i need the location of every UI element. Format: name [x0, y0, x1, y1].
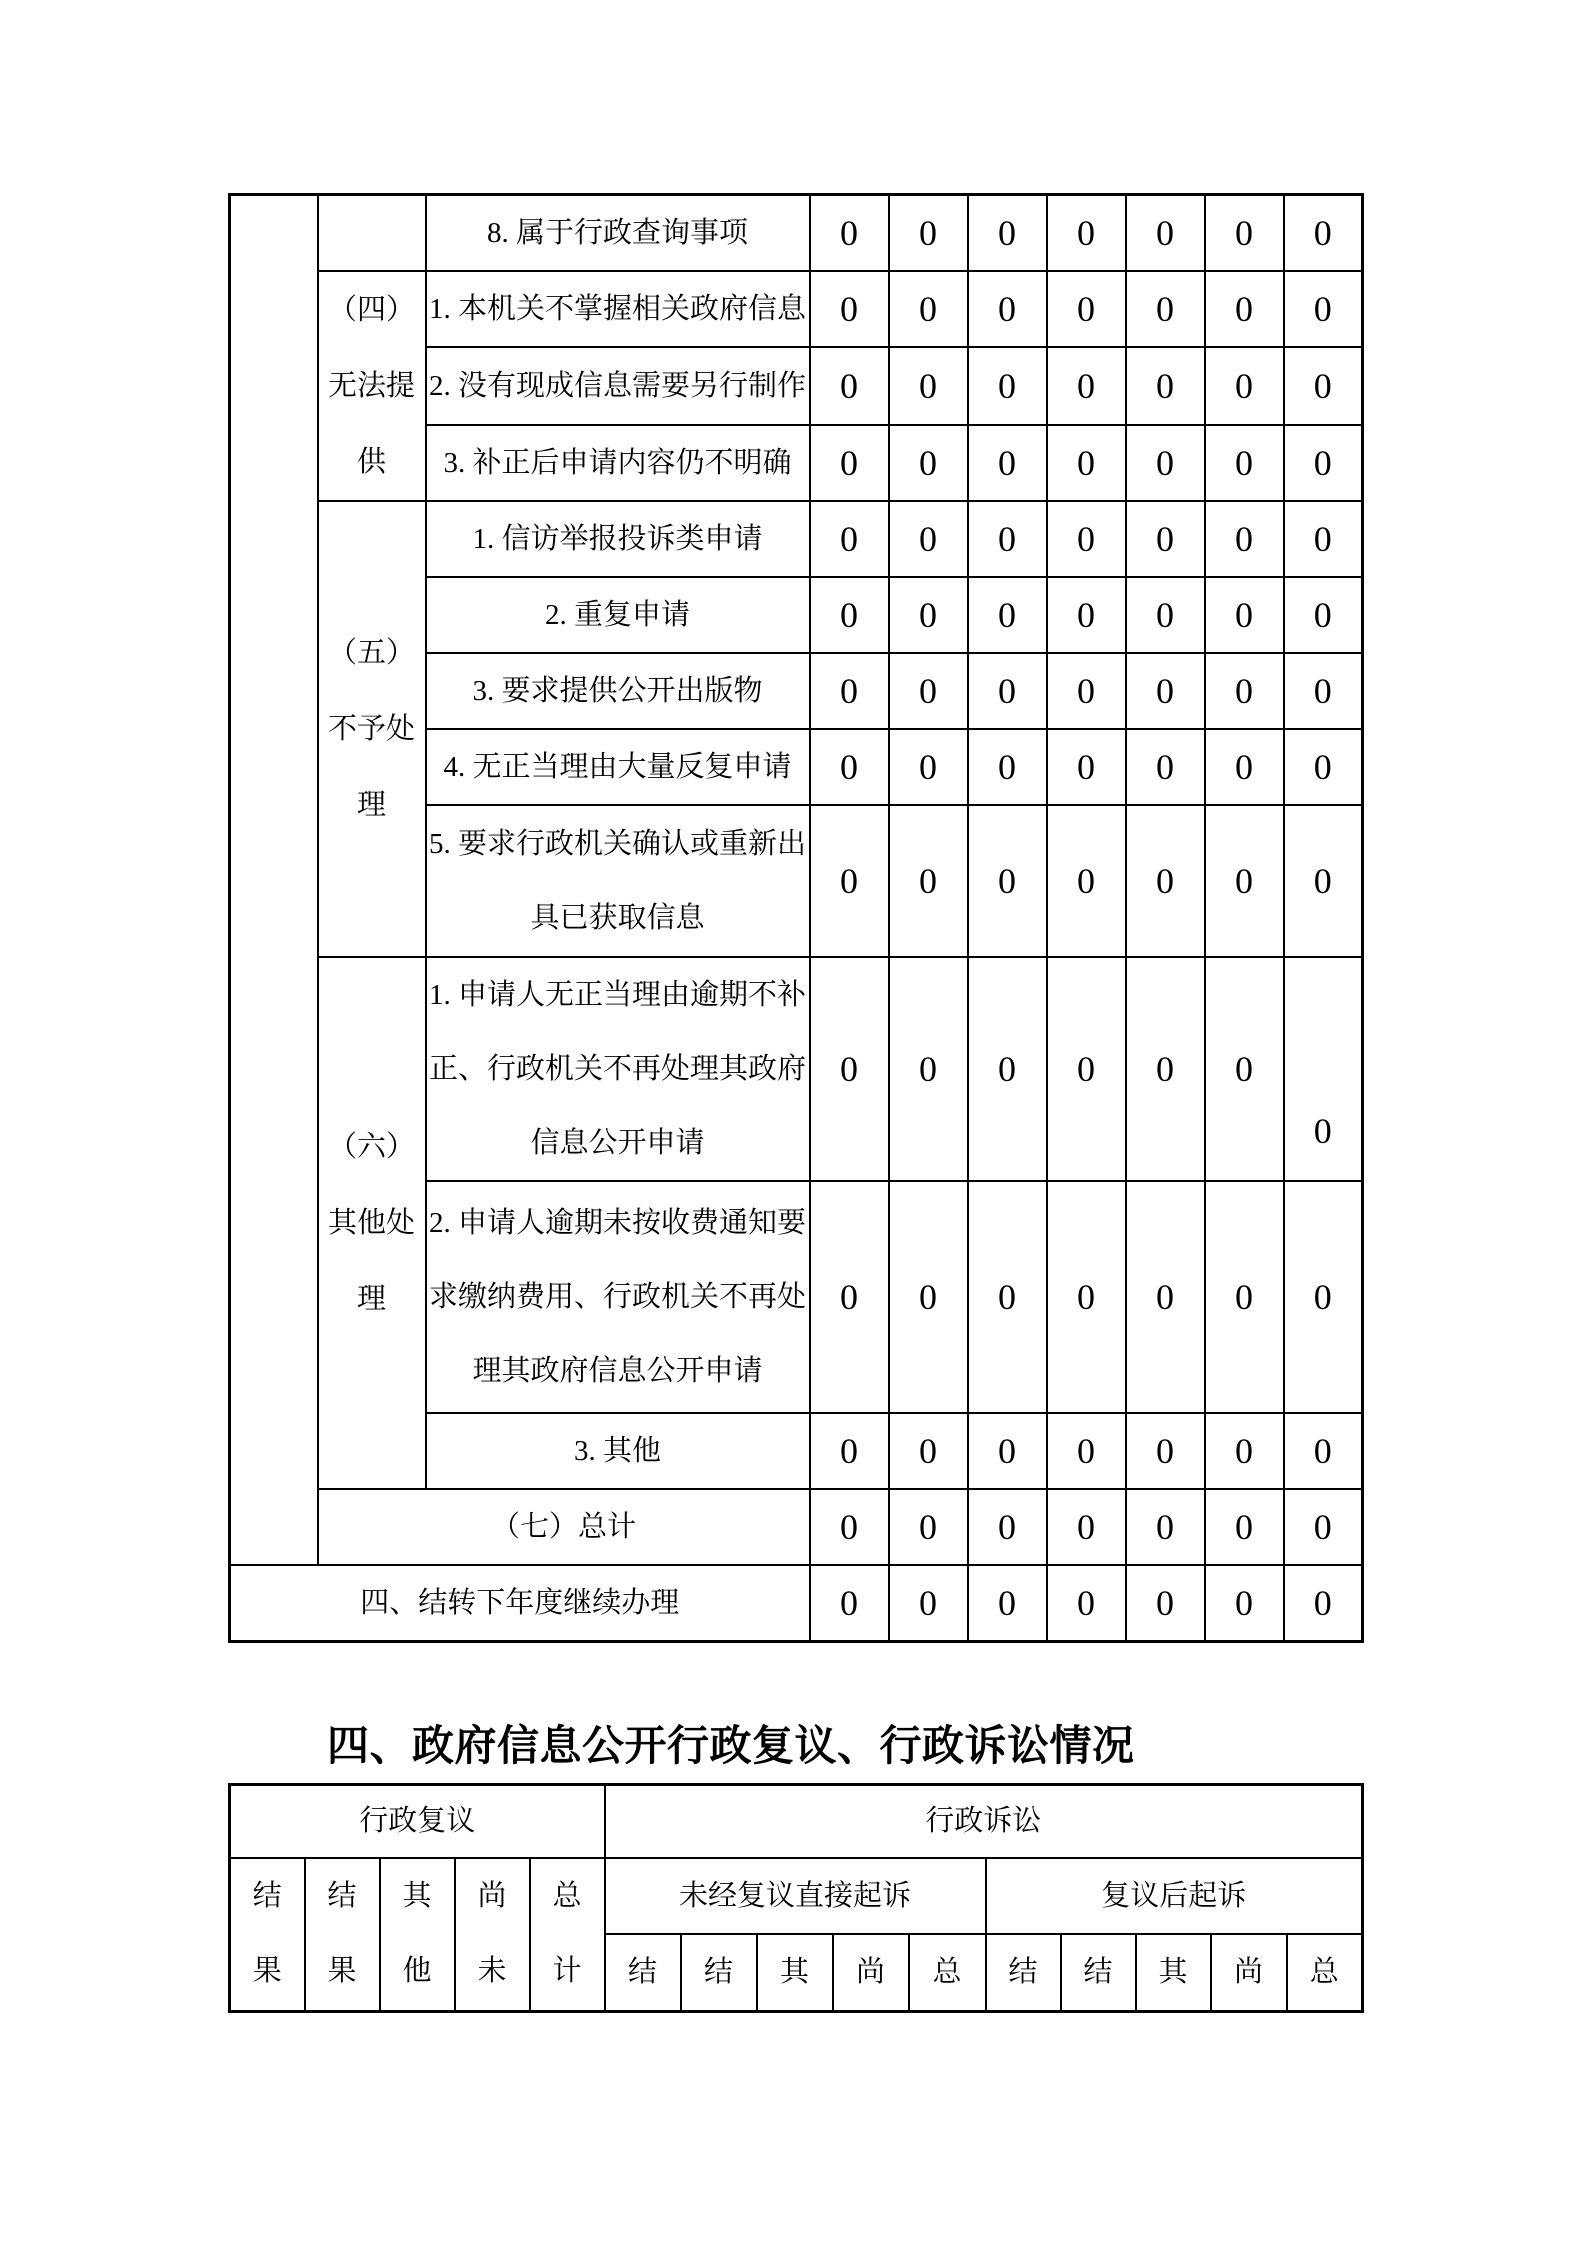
group-line: （四）	[327, 294, 415, 326]
value-cell: 0	[968, 1489, 1047, 1565]
value-cell: 0	[1205, 805, 1284, 957]
header-text: 未经复议直接起诉	[678, 1879, 911, 1912]
group-blank-cell	[318, 195, 426, 272]
value-cell: 0	[1284, 347, 1363, 424]
sub-col-header	[1061, 1934, 1136, 2012]
value-cell: 0	[1047, 1489, 1126, 1565]
value-cell: 0	[889, 501, 968, 577]
label-line: 1. 信访举报投诉类申请	[472, 523, 763, 555]
value-cell: 0	[810, 1489, 889, 1565]
value-cell: 0	[889, 1181, 968, 1413]
value-cell: 0	[810, 1181, 889, 1413]
value-cell: 0	[1284, 1413, 1363, 1489]
vertical-char: 计	[552, 1955, 582, 1987]
value-cell: 0	[968, 425, 1047, 501]
label-line: 具已获取信息	[530, 902, 705, 934]
label-line: 2. 没有现成信息需要另行制作	[428, 369, 806, 402]
value-cell: 0	[889, 195, 968, 272]
value-cell: 0	[1126, 501, 1205, 577]
vertical-char: 他	[402, 1955, 432, 1987]
group-line: 理	[356, 789, 386, 821]
value-cell: 0	[1284, 271, 1363, 347]
vertical-char: 其	[779, 1955, 809, 1988]
litigation-header-cell	[605, 1785, 1363, 1858]
label-line: 3. 其他	[573, 1435, 661, 1467]
table-row	[230, 1565, 1363, 1642]
value-cell: 0	[1205, 425, 1284, 501]
value-cell: 0	[1126, 195, 1205, 272]
value-cell: 0	[1284, 1181, 1363, 1413]
review-litigation-table	[228, 1783, 1364, 2013]
vertical-char: 尚	[1233, 1955, 1263, 1988]
group-not-processed	[318, 501, 426, 957]
vertical-char: 总	[552, 1880, 582, 1912]
value-cell: 0	[968, 1413, 1047, 1489]
vertical-char: 果	[252, 1955, 282, 1987]
group-line: 供	[356, 446, 386, 478]
value-cell: 0	[968, 1181, 1047, 1413]
value-cell: 0	[1047, 425, 1126, 501]
sub-col-header	[605, 1934, 681, 2012]
value-cell: 0	[1284, 805, 1363, 957]
vertical-char: 结	[1008, 1955, 1038, 1988]
value-cell: 0	[889, 1489, 968, 1565]
value-cell: 0	[968, 805, 1047, 957]
value-cell: 0	[1284, 577, 1363, 653]
vertical-char: 总	[932, 1955, 962, 1988]
value-cell: 0	[889, 425, 968, 501]
label-line: 正、行政机关不再处理其政府	[428, 1053, 806, 1085]
header-text: 行政复议	[359, 1805, 476, 1838]
label-line: 8. 属于行政查询事项	[486, 217, 748, 249]
label-line: 2. 重复申请	[544, 599, 690, 631]
value-cell: 0	[1126, 957, 1205, 1181]
value-cell: 0	[1047, 1413, 1126, 1489]
sub-col-header	[1136, 1934, 1211, 2012]
vertical-char: 结	[327, 1880, 357, 1912]
value-cell: 0	[1047, 957, 1126, 1181]
value-cell: 0	[1205, 347, 1284, 424]
header-text: 复议后起诉	[1101, 1879, 1247, 1912]
value-cell: 0	[889, 729, 968, 805]
value-cell: 0	[810, 501, 889, 577]
vertical-char: 其	[402, 1880, 432, 1912]
value-cell: 0	[810, 425, 889, 501]
value-cell: 0	[1047, 653, 1126, 729]
value-cell: 0	[1126, 347, 1205, 424]
vertical-char: 结	[703, 1955, 733, 1988]
value-cell: 0	[1284, 425, 1363, 501]
value-cell: 0	[1047, 195, 1126, 272]
value-cell: 0	[1126, 653, 1205, 729]
label-line: 1. 本机关不掌握相关政府信息	[428, 293, 806, 326]
value-cell: 0	[1047, 347, 1126, 424]
value-cell: 0	[1047, 501, 1126, 577]
value-cell: 0	[1047, 805, 1126, 957]
table-row	[230, 195, 1363, 272]
review-col-header	[455, 1858, 530, 2012]
group-other-processing	[318, 957, 426, 1489]
value-cell: 0	[1126, 1489, 1205, 1565]
value-cell: 0	[1284, 1565, 1363, 1642]
row-label-cell	[426, 729, 810, 805]
label-line: 4. 无正当理由大量反复申请	[443, 751, 792, 783]
table-row	[230, 1489, 1363, 1565]
row-label-cell	[426, 1413, 810, 1489]
group-line: （五）	[327, 637, 415, 669]
after-review-suit-header-cell	[986, 1858, 1363, 1934]
sub-col-header	[681, 1934, 757, 2012]
value-cell: 0	[810, 957, 889, 1181]
label-line: 2. 申请人逾期未按收费通知要	[428, 1207, 806, 1239]
vertical-char: 果	[327, 1955, 357, 1987]
value-cell: 0	[889, 347, 968, 424]
value-cell: 0	[889, 805, 968, 957]
group-unable-to-provide	[318, 271, 426, 501]
value-cell: 0	[1047, 577, 1126, 653]
label-line: （七）总计	[490, 1511, 636, 1543]
sub-col-header	[1211, 1934, 1287, 2012]
value-cell: 0	[810, 1565, 889, 1642]
value-cell: 0	[889, 577, 968, 653]
label-line: 理其政府信息公开申请	[472, 1355, 763, 1387]
vertical-char: 未	[477, 1955, 507, 1987]
value-cell: 0	[810, 653, 889, 729]
row-label-cell	[426, 805, 810, 957]
label-line: 3. 要求提供公开出版物	[472, 675, 763, 707]
vertical-char: 总	[1309, 1955, 1339, 1988]
label-line: 5. 要求行政机关确认或重新出	[428, 828, 806, 860]
value-cell: 0	[1126, 1181, 1205, 1413]
label-line: 1. 申请人无正当理由逾期不补	[428, 979, 806, 1011]
review-col-header	[530, 1858, 605, 2012]
value-cell: 0	[968, 653, 1047, 729]
value-cell: 0	[1126, 425, 1205, 501]
vertical-char: 其	[1158, 1955, 1188, 1988]
vertical-char: 结	[627, 1955, 657, 1988]
vertical-char: 结	[252, 1880, 282, 1912]
row-label-cell	[426, 425, 810, 501]
value-cell: 0	[1047, 729, 1126, 805]
row-label-cell	[426, 957, 810, 1181]
section-heading: 四、政府信息公开行政复议、行政诉讼情况	[327, 1722, 1135, 1769]
value-cell: 0	[1284, 501, 1363, 577]
group-line: 不予处	[327, 713, 415, 745]
value-cell: 0	[1126, 805, 1205, 957]
value-cell: 0	[1205, 195, 1284, 272]
value-cell: 0	[968, 501, 1047, 577]
value-cell: 0	[1047, 271, 1126, 347]
left-section-cell	[230, 195, 318, 1566]
value-cell: 0	[810, 577, 889, 653]
row-label-cell	[426, 501, 810, 577]
group-line: 其他处	[327, 1207, 415, 1239]
value-cell: 0	[889, 1413, 968, 1489]
value-cell: 0	[968, 271, 1047, 347]
value-cell: 0	[889, 653, 968, 729]
disclosure-applications-table	[228, 193, 1364, 1643]
value-cell: 0	[968, 195, 1047, 272]
value-cell: 0	[1047, 1565, 1126, 1642]
row-label-cell	[426, 195, 810, 272]
row-label-cell	[426, 653, 810, 729]
value-cell-offset: 0	[1284, 957, 1363, 1181]
value-cell: 0	[1205, 271, 1284, 347]
value-cell: 0	[968, 957, 1047, 1181]
value-cell: 0	[1284, 653, 1363, 729]
review-col-header	[305, 1858, 380, 2012]
review-col-header	[230, 1858, 305, 2012]
value-cell: 0	[1284, 195, 1363, 272]
value-cell: 0	[810, 729, 889, 805]
value-cell: 0	[968, 729, 1047, 805]
sub-col-header	[986, 1934, 1061, 2012]
value-cell: 0	[1126, 1565, 1205, 1642]
table-row	[230, 501, 1363, 577]
value-cell: 0	[810, 271, 889, 347]
sub-col-header	[909, 1934, 986, 2012]
value-cell: 0	[889, 271, 968, 347]
value-cell: 0	[1126, 1413, 1205, 1489]
direct-suit-header-cell	[605, 1858, 986, 1934]
review-header-cell	[230, 1785, 605, 1858]
label-line: 信息公开申请	[530, 1127, 705, 1159]
value-cell: 0	[968, 347, 1047, 424]
value-cell: 0	[810, 195, 889, 272]
review-col-header	[380, 1858, 455, 2012]
vertical-char: 结	[1083, 1955, 1113, 1988]
table-row	[230, 1858, 1363, 1934]
value-cell: 0	[1205, 501, 1284, 577]
total-label-cell	[318, 1489, 810, 1565]
value-cell: 0	[1205, 1181, 1284, 1413]
value-cell: 0	[968, 1565, 1047, 1642]
table-row	[230, 1785, 1363, 1858]
value-cell: 0	[1205, 1413, 1284, 1489]
vertical-char: 尚	[855, 1955, 885, 1988]
row-label-cell	[426, 577, 810, 653]
value-cell: 0	[889, 1565, 968, 1642]
value-cell: 0	[1284, 1489, 1363, 1565]
row-label-cell	[426, 347, 810, 424]
value-cell: 0	[1205, 729, 1284, 805]
label-line: 四、结转下年度继续办理	[360, 1587, 680, 1619]
table-row	[230, 271, 1363, 347]
group-line: （六）	[327, 1131, 415, 1163]
vertical-char: 尚	[477, 1880, 507, 1912]
value-cell: 0	[1205, 957, 1284, 1181]
value-cell: 0	[810, 347, 889, 424]
sub-col-header	[757, 1934, 833, 2012]
value-cell: 0	[1126, 729, 1205, 805]
label-line: 3. 补正后申请内容仍不明确	[443, 446, 792, 479]
sub-col-header	[833, 1934, 909, 2012]
value-cell: 0	[1205, 577, 1284, 653]
value-cell: 0	[889, 957, 968, 1181]
row-label-cell	[426, 271, 810, 347]
table-row	[230, 957, 1363, 1181]
value-cell: 0	[968, 577, 1047, 653]
value-cell: 0	[1205, 1565, 1284, 1642]
group-line: 理	[356, 1283, 386, 1315]
value-cell: 0	[1126, 271, 1205, 347]
value-cell: 0	[1284, 729, 1363, 805]
value-cell: 0	[1126, 577, 1205, 653]
value-cell: 0	[810, 805, 889, 957]
value-cell: 0	[1047, 1181, 1126, 1413]
value-cell: 0	[1205, 653, 1284, 729]
label-line: 求缴纳费用、行政机关不再处	[428, 1281, 806, 1313]
carryover-label-cell	[230, 1565, 810, 1642]
header-text: 行政诉讼	[925, 1805, 1042, 1838]
row-label-cell	[426, 1181, 810, 1413]
value-cell: 0	[1205, 1489, 1284, 1565]
sub-col-header	[1287, 1934, 1363, 2012]
group-line: 无法提	[327, 370, 415, 402]
value-cell: 0	[810, 1413, 889, 1489]
